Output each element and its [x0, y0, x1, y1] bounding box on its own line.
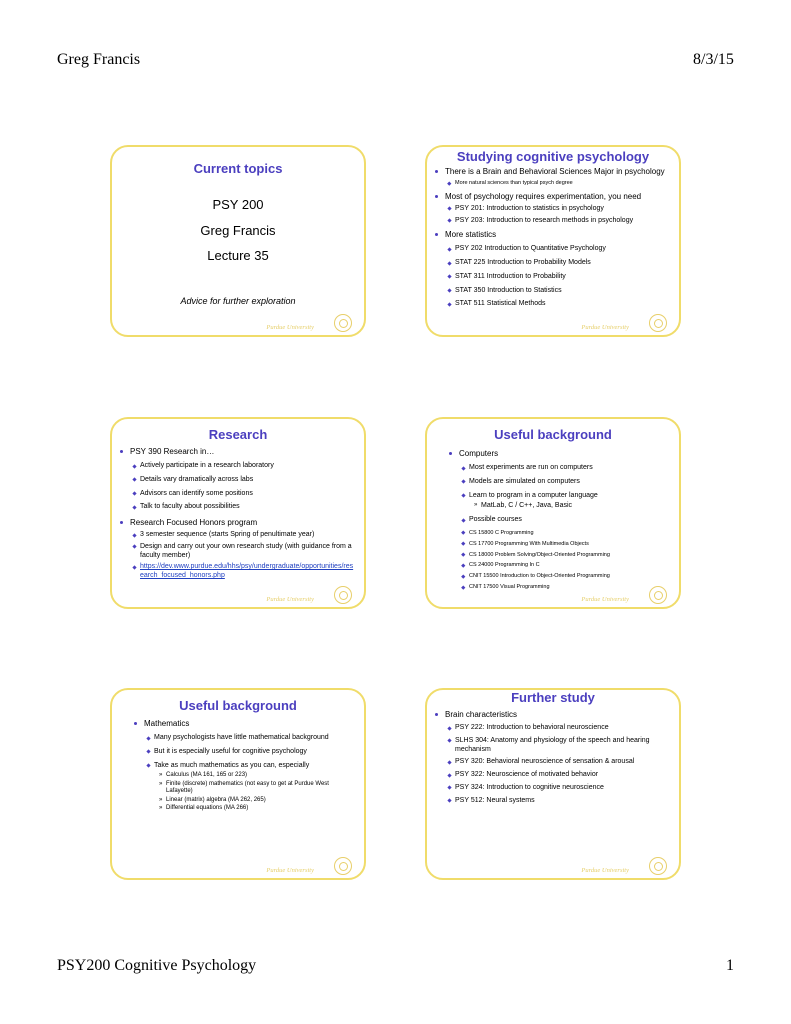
- slide-useful-background-mathematics: [110, 688, 366, 880]
- list-item: Actively participate in a research laboratory: [120, 462, 356, 471]
- slide-title: Useful background: [494, 427, 612, 442]
- list-item: PSY 512: Neural systems: [435, 797, 671, 806]
- list-item: SLHS 304: Anatomy and physiology of the speech and hearing mechanism: [435, 737, 671, 755]
- purdue-logo-icon: [649, 586, 667, 604]
- slide-footer: Purdue University: [266, 867, 314, 874]
- list-item: Research Focused Honors program: [120, 518, 356, 528]
- list-item: More natural sciences than typical psych degree: [435, 180, 671, 187]
- list-item: [120, 563, 356, 581]
- list-item: » Calculus (MA 161, 165 or 223): [134, 772, 356, 780]
- list-item: PSY 322: Neuroscience of motivated behavior: [435, 771, 671, 780]
- slide-footer: Purdue University: [581, 596, 629, 603]
- list-item: STAT 311 Introduction to Probability: [435, 273, 671, 282]
- list-item: CS 15800 C Programming: [449, 530, 671, 537]
- slide-studying-cognitive-psychology: [425, 145, 681, 337]
- list-item: Most of psychology requires experimentation, you need: [435, 192, 671, 202]
- purdue-logo-icon: [649, 857, 667, 875]
- footer-course: PSY200 Cognitive Psychology: [57, 957, 257, 974]
- slide-title: Studying cognitive psychology: [456, 149, 650, 164]
- slide-research: [110, 417, 366, 609]
- list-item: Models are simulated on computers: [449, 478, 671, 487]
- list-item: More statistics: [435, 230, 671, 240]
- list-item: There is a Brain and Behavioral Sciences Major in psychology: [435, 167, 671, 177]
- list-item: STAT 225 Introduction to Probability Models: [435, 259, 671, 268]
- slide-current-topics: [110, 145, 366, 337]
- list-item: Details vary dramatically across labs: [120, 476, 356, 485]
- purdue-logo-icon: [334, 586, 352, 604]
- list-item: PSY 324: Introduction to cognitive neuroscience: [435, 784, 671, 793]
- lecture-number: Lecture 35: [207, 248, 269, 263]
- instructor-name: Greg Francis: [200, 223, 276, 238]
- purdue-logo-icon: [334, 314, 352, 332]
- list-item: Brain characteristics: [435, 710, 671, 720]
- honors-program-link[interactable]: https://dev.www.purdue.edu/hhs/psy/undergraduate/opportunities/research_focused_honors.php: [140, 563, 354, 579]
- list-item: Possible courses: [449, 516, 671, 525]
- list-item: CNIT 15500 Introduction to Object-Oriented Programming: [449, 573, 671, 580]
- list-item: CNIT 17500 Visual Programming: [449, 584, 671, 591]
- list-item: PSY 390 Research in…: [120, 447, 356, 457]
- slide-footer: Purdue University: [581, 324, 629, 331]
- list-item: » MatLab, C / C++, Java, Basic: [449, 502, 671, 511]
- list-item: PSY 320: Behavioral neuroscience of sensation & arousal: [435, 758, 671, 767]
- slide-footer: Purdue University: [581, 867, 629, 874]
- list-item: Design and carry out your own research study (with guidance from a faculty member): [120, 543, 356, 561]
- list-item: Many psychologists have little mathematical background: [134, 734, 356, 743]
- list-item: PSY 203: Introduction to research methods in psychology: [435, 217, 671, 226]
- list-item: CS 17700 Programming With Multimedia Objects: [449, 541, 671, 548]
- purdue-logo-icon: [334, 857, 352, 875]
- list-item: PSY 201: Introduction to statistics in psychology: [435, 205, 671, 214]
- list-item: Learn to program in a computer language: [449, 492, 671, 501]
- slide-further-study: [425, 688, 681, 880]
- slide-title: Useful background: [179, 698, 297, 713]
- list-item: But it is especially useful for cognitive psychology: [134, 748, 356, 757]
- list-item: 3 semester sequence (starts Spring of penultimate year): [120, 531, 356, 540]
- list-item: PSY 202 Introduction to Quantitative Psychology: [435, 245, 671, 254]
- list-item: » Linear (matrix) algebra (MA 262, 265): [134, 797, 356, 805]
- list-item: STAT 511 Statistical Methods: [435, 300, 671, 309]
- course-code: PSY 200: [212, 197, 264, 212]
- list-item: Most experiments are run on computers: [449, 464, 671, 473]
- slide-title: Further study: [511, 690, 595, 705]
- list-item: Talk to faculty about possibilities: [120, 503, 356, 512]
- list-item: STAT 350 Introduction to Statistics: [435, 287, 671, 296]
- list-item: » Finite (discrete) mathematics (not easy to get at Purdue West Lafayette): [134, 781, 356, 796]
- slide-footer: Purdue University: [266, 324, 314, 331]
- list-item: Advisors can identify some positions: [120, 490, 356, 499]
- list-item: CS 24000 Programming In C: [449, 562, 671, 569]
- purdue-logo-icon: [649, 314, 667, 332]
- slide-useful-background-computers: [425, 417, 681, 609]
- list-item: Take as much mathematics as you can, especially: [134, 762, 356, 771]
- slide-title: Research: [208, 427, 268, 442]
- header-author: Greg Francis: [57, 51, 141, 68]
- slide-title: Current topics: [193, 161, 283, 176]
- slide-subtitle: Advice for further exploration: [180, 296, 296, 306]
- list-item: CS 18000 Problem Solving/Object-Oriented Programming: [449, 552, 671, 559]
- list-item: Computers: [449, 449, 671, 459]
- footer-page-number: 1: [726, 957, 734, 974]
- list-item: » Differential equations (MA 266): [134, 805, 356, 813]
- header-date: 8/3/15: [693, 51, 734, 68]
- list-item: PSY 222: Introduction to behavioral neuroscience: [435, 724, 671, 733]
- list-item: Mathematics: [134, 719, 356, 729]
- slide-footer: Purdue University: [266, 596, 314, 603]
